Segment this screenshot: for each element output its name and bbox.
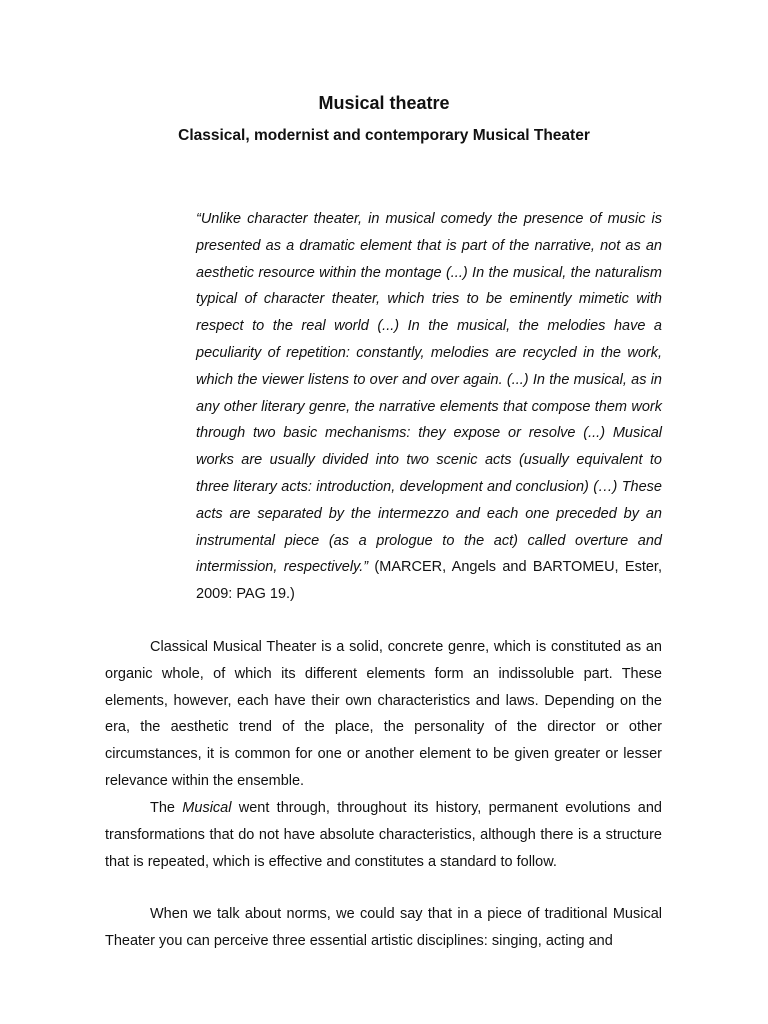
paragraph-2-emphasis: Musical <box>182 800 232 816</box>
paragraph-2 <box>105 795 662 875</box>
paragraph-2-text <box>105 795 662 875</box>
paragraph-1 <box>105 634 662 795</box>
quote-text: “Unlike character theater, in musical comedy the presence of music is presented as a dramatic element that is part of the narrative, not as an aesthetic resource within the montage (...) In the musical, the naturalism typical of character theater, which tries to be eminently mimetic with respect to the real world (...) In the musical, the melodies have a peculiarity of repetition: constantly, melodies are recycled in the work, which the viewer listens to over and over again. (...) In the musical, as in any other literary genre, the narrative elements that compose them work through two basic mechanisms: they expose or resolve (...) Musical works are usually divided into two scenic acts (usually equivalent to three literary acts: introduction, development and conclusion) (…) These acts are separated by the intermezzo and each one preceded by an instrumental piece (as a prologue to the act) called overture and intermission, respectively.” <box>196 211 662 576</box>
paragraph-2-after: went through, throughout its history, permanent evolutions and transformations that do not have absolute characteristics, although there is a structure that is repeated, which is effective and constitutes a standard to follow. <box>105 800 662 870</box>
quote-citation: (MARCER, Angels and BARTOMEU, Ester, 2009: PAG 19.) <box>196 559 662 603</box>
block-quote <box>196 206 662 608</box>
paragraph-3 <box>105 901 662 955</box>
paragraph-3-text: When we talk about norms, we could say that in a piece of traditional Musical Theater you can perceive three essential artistic disciplines: singing, acting and <box>105 906 662 949</box>
paragraph-2-before: The <box>150 800 183 816</box>
page-title: Musical theatre <box>318 93 450 113</box>
page-subtitle: Classical, modernist and contemporary Musical Theater <box>178 127 590 144</box>
paragraph-1-text: Classical Musical Theater is a solid, concrete genre, which is constituted as an organic whole, of which its different elements form an indissoluble part. These elements, however, each have their own characteristics and laws. Depending on the era, the aesthetic trend of the place, the personality of the director or other circumstances, it is common for one or another element to be given greater or lesser relevance within the ensemble. <box>105 639 662 789</box>
